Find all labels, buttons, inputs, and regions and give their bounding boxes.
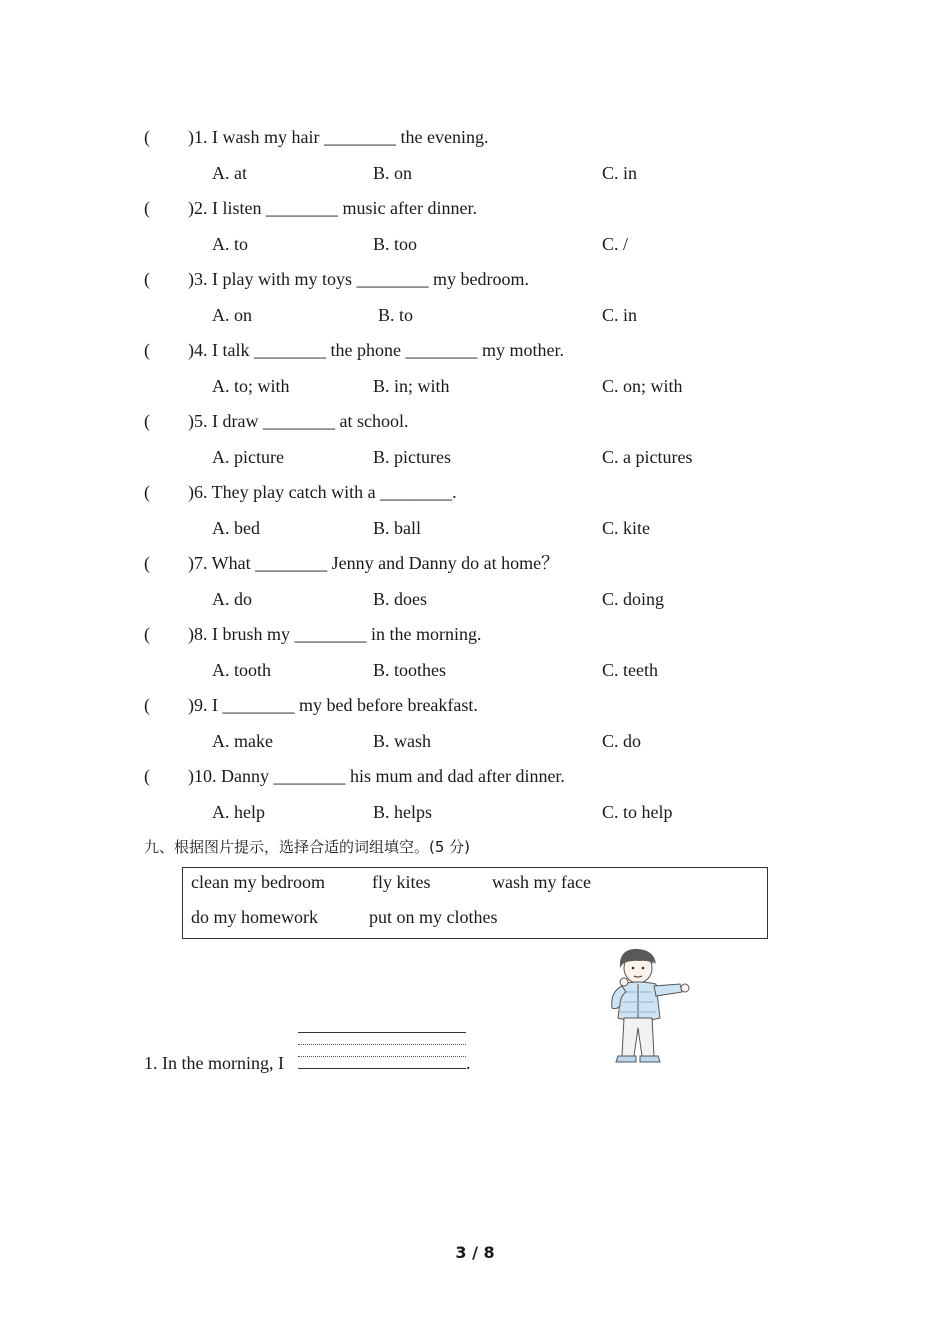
option-a: A. do [212, 589, 252, 609]
writing-line-dotted [298, 1044, 466, 1045]
option-c: C. kite [602, 518, 650, 538]
option-a: A. bed [212, 518, 260, 538]
option-b: B. pictures [373, 447, 451, 467]
answer-paren-close: ) [188, 269, 194, 289]
answer-paren-close: ) [188, 340, 194, 360]
answer-paren-open: ( [144, 482, 150, 502]
answer-paren-open: ( [144, 695, 150, 715]
option-a: A. make [212, 731, 273, 751]
option-b: B. on [373, 163, 413, 183]
answer-paren-close: ) [188, 127, 194, 147]
answer-paren-open: ( [144, 340, 150, 360]
word-bank-item: put on my clothes [369, 907, 498, 927]
answer-paren-open: ( [144, 553, 150, 573]
option-b: B. in; with [373, 376, 450, 396]
writing-line-top [298, 1032, 466, 1033]
answer-paren-open: ( [144, 766, 150, 786]
question-stem: 6. They play catch with a ________. [194, 482, 457, 502]
answer-paren-close: ) [188, 695, 194, 715]
answer-paren-close: ) [188, 482, 194, 502]
option-a: A. help [212, 802, 265, 822]
option-c: C. teeth [602, 660, 658, 680]
question-stem: 2. I listen ________ music after dinner. [194, 198, 477, 218]
option-a: A. picture [212, 447, 284, 467]
option-c: C. on; with [602, 376, 683, 396]
answer-paren-open: ( [144, 269, 150, 289]
option-b: B. too [373, 234, 418, 254]
option-b: B. helps [373, 802, 433, 822]
option-b: B. ball [373, 518, 421, 538]
writing-line-dotted [298, 1056, 466, 1057]
option-b: B. toothes [373, 660, 447, 680]
answer-paren-close: ) [188, 411, 194, 431]
answer-paren-close: ) [188, 766, 194, 786]
question-stem: 3. I play with my toys ________ my bedroom. [194, 269, 529, 289]
answer-paren-open: ( [144, 198, 150, 218]
question-stem: 9. I ________ my bed before breakfast. [194, 695, 478, 715]
option-b: B. does [373, 589, 427, 609]
option-c: C. a pictures [602, 447, 693, 467]
section-9-item-1: 1. In the morning, I [144, 1053, 284, 1073]
question-stem: 5. I draw ________ at school. [194, 411, 409, 431]
option-c: C. to help [602, 802, 673, 822]
answer-paren-open: ( [144, 127, 150, 147]
section-9-title: 九、根据图片提示，选择合适的词组填空。(5 分) [144, 838, 471, 856]
option-c: C. do [602, 731, 642, 751]
answer-paren-open: ( [144, 411, 150, 431]
option-c: C. doing [602, 589, 665, 609]
answer-paren-close: ) [188, 553, 194, 573]
boy-icon [600, 946, 692, 1068]
answer-writing-lines[interactable] [298, 1030, 466, 1070]
sentence-period: . [466, 1053, 471, 1073]
question-stem: 8. I brush my ________ in the morning. [194, 624, 482, 644]
page-number: 3 / 8 [455, 1243, 495, 1262]
word-bank-box [182, 867, 768, 939]
word-bank-item: wash my face [492, 872, 591, 892]
option-a: A. on [212, 305, 252, 325]
question-stem: 1. I wash my hair ________ the evening. [194, 127, 489, 147]
option-b: B. wash [373, 731, 431, 751]
answer-paren-open: ( [144, 624, 150, 644]
option-c: C. in [602, 163, 638, 183]
answer-paren-close: ) [188, 624, 194, 644]
question-stem: 10. Danny ________ his mum and dad after dinner. [194, 766, 565, 786]
option-b: B. to [378, 305, 414, 325]
answer-paren-close: ) [188, 198, 194, 218]
option-a: A. to [212, 234, 248, 254]
option-a: A. tooth [212, 660, 272, 680]
option-a: A. at [212, 163, 247, 183]
option-c: C. in [602, 305, 638, 325]
word-bank-item: fly kites [372, 872, 431, 892]
writing-line-base [298, 1068, 466, 1069]
word-bank-item: do my homework [191, 907, 318, 927]
word-bank-item: clean my bedroom [191, 872, 325, 892]
question-stem: 7. What ________ Jenny and Danny do at home？ [194, 553, 560, 573]
option-c: C. / [602, 234, 629, 254]
question-stem: 4. I talk ________ the phone ________ my mother. [194, 340, 564, 360]
option-a: A. to; with [212, 376, 290, 396]
boy-pointing-illustration [600, 946, 692, 1068]
